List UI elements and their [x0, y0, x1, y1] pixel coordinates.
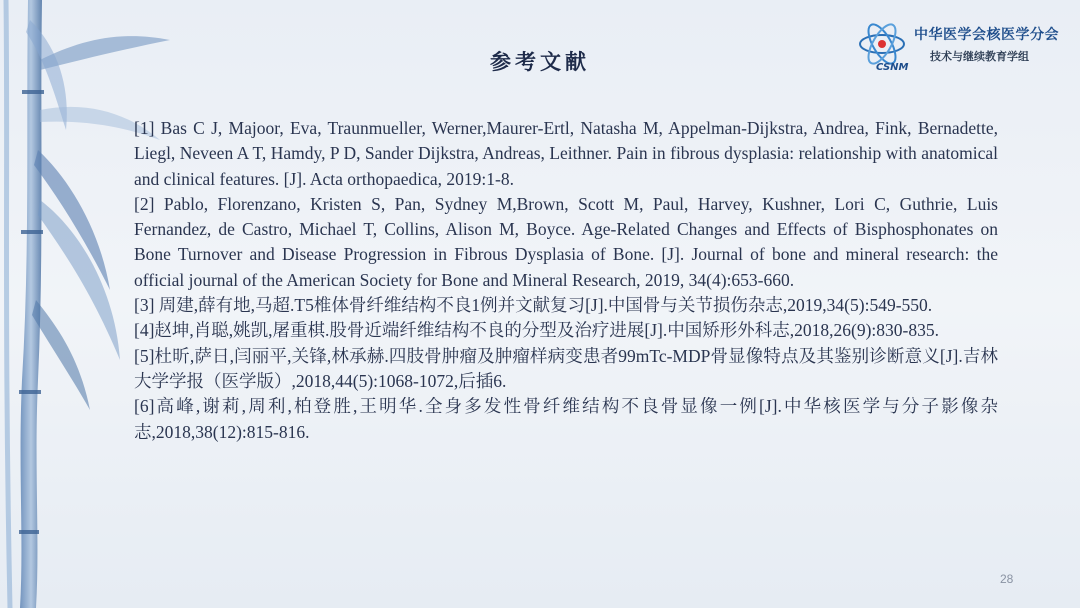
- reference-item: [2] Pablo, Florenzano, Kristen S, Pan, Sydney M,Brown, Scott M, Paul, Harvey, Kushner, Lori C, Guthrie, Luis Fernandez, de Castro, Michael T, Collins, Alison M, Boyce. Age-Related Changes and Effects of Bisphosphonates on Bone Turnover and Disease Progression in Fibrous Dysplasia of Bone. [J]. Journal of bone and mineral research: the official journal of the American Society for Bone and Mineral Research, 2019, 34(4):653-660.: [134, 193, 998, 290]
- logo-society-name: 中华医学会核医学分会: [914, 27, 1059, 43]
- svg-text:CSNM: CSNM: [876, 62, 909, 72]
- reference-item: [3] 周建,薛有地,马超.T5椎体骨纤维结构不良1例并文献复习[J].中国骨与关节损伤杂志,2019,34(5):549-550.: [134, 295, 933, 316]
- logo-subtitle: 技术与继续教育学组: [930, 50, 1029, 63]
- slide-title: 参考文献: [490, 49, 590, 74]
- reference-list: [134, 116, 998, 445]
- reference-item: [5]杜昕,萨日,闫丽平,关锋,林承赫.四肢骨肿瘤及肿瘤样病变患者99mTc-MDP骨显像特点及其鉴别诊断意义[J].吉林大学学报（医学版）,2018,44(5):1068-1072,后插6.: [134, 345, 998, 391]
- page-number: 28: [1000, 572, 1014, 586]
- reference-item: [6]高峰,谢莉,周利,柏登胜,王明华.全身多发性骨纤维结构不良骨显像一例[J].中华核医学与分子影像杂志,2018,38(12):815-816.: [134, 396, 998, 442]
- reference-item: [1] Bas C J, Majoor, Eva, Traunmueller, Werner,Maurer-Ertl, Natasha M, Appelman-Dijkstra, Andrea, Fink, Bernadette, Liegl, Neveen A T, Hamdy, P D, Sander Dijkstra, Andreas, Leithner. Pain in fibrous dysplasia: relationship with anatomical and clinical features. [J]. Acta orthopaedica, 2019:1-8.: [134, 118, 998, 189]
- reference-item: [4]赵坤,肖聪,姚凯,屠重棋.股骨近端纤维结构不良的分型及治疗进展[J].中国矫形外科志,2018,26(9):830-835.: [134, 320, 939, 341]
